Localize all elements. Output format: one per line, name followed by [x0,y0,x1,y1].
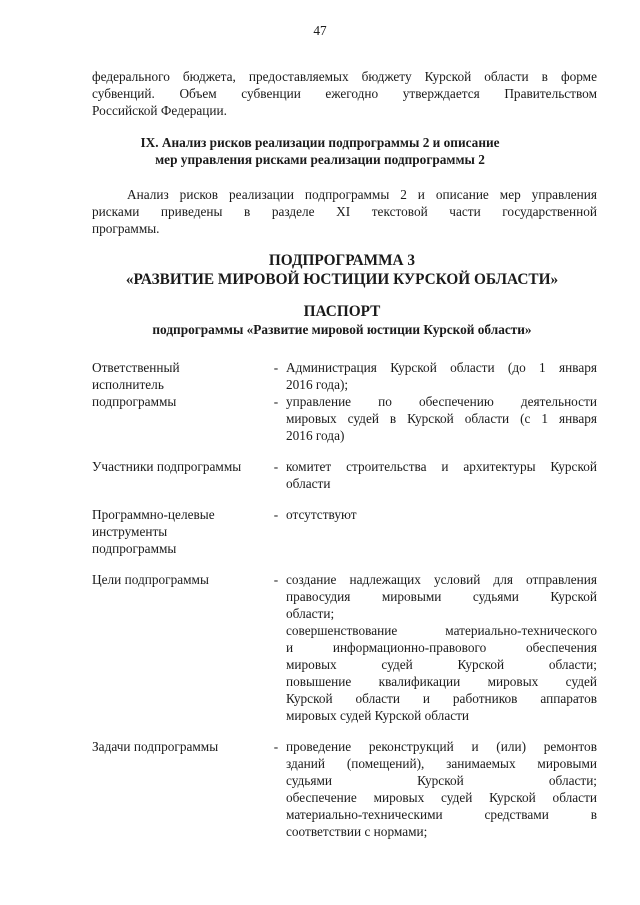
value-line: зданий (помещений), занимаемых мировыми [286,756,597,771]
intro-paragraph [92,68,597,119]
passport-table [92,359,597,854]
value-line: обеспечение мировых судей Курской области [286,790,597,805]
value-line: и информационно-правового обеспечения [286,640,597,655]
value-line: проведение реконструкций и (или) ремонтов [286,739,597,754]
paragraph-line: субвенций. Объем субвенции ежегодно утверждается Правительством [92,86,597,101]
dash-marker: - [273,572,279,587]
label-line: Задачи подпрограммы [92,739,219,754]
value-line: материально-техническими средствами в [286,807,597,822]
value-line: совершенствование материально-технического [286,623,597,638]
paragraph-line: программы. [92,221,160,236]
passport-row-value [273,506,597,557]
value-line: 2016 года) [286,428,345,443]
paragraph-line: Российской Федерации. [92,103,227,118]
value-entry [273,506,597,523]
value-line: правосудия мировыми судьями Курской [286,589,597,604]
passport-subtitle: подпрограммы «Развитие мировой юстиции Курской области» [152,322,532,337]
dash-marker: - [273,507,279,522]
value-line: Администрация Курской области (до 1 января [286,360,597,375]
page-number: 47 [313,23,327,38]
value-line: создание надлежащих условий для отправления [286,572,597,587]
section-heading-line: IX. Анализ рисков реализации подпрограммы 2 и описание [140,135,500,150]
passport-row [92,738,597,840]
paragraph-line: Анализ рисков реализации подпрограммы 2 и описание мер управления [127,187,597,202]
value-line: Курской области и работников аппаратов [286,691,597,706]
passport-header [92,302,592,338]
label-line: исполнитель [92,377,164,392]
dash-marker: - [273,394,279,409]
section-paragraph [92,186,597,237]
passport-row-label [92,738,266,840]
value-line: повышение квалификации мировых судей [286,674,597,689]
passport-title: ПАСПОРТ [303,303,381,320]
section-heading [92,134,548,168]
paragraph-line: рисками приведены в разделе XI текстовой части государственной [92,204,597,219]
value-entry [273,571,597,724]
dash-marker: - [273,459,279,474]
passport-row-label [92,458,266,492]
value-entry [273,393,597,444]
passport-row-label [92,571,266,724]
value-entry [273,359,597,393]
value-line: комитет строительства и архитектуры Курской [286,459,597,474]
passport-row [92,359,597,444]
value-line: мировых судей Курской области [286,708,470,723]
label-line: Программно-целевые [92,507,215,522]
passport-row-value [273,458,597,492]
label-line: Цели подпрограммы [92,572,209,587]
value-line: управление по обеспечению деятельности [286,394,597,409]
subprogram-title [92,251,592,289]
passport-row [92,506,597,557]
dash-marker: - [273,360,279,375]
label-line: подпрограммы [92,541,177,556]
passport-row-value [273,571,597,724]
passport-row-value [273,359,597,444]
value-line: мировых судей в Курской области (с 1 января [286,411,597,426]
label-line: Участники подпрограммы [92,459,242,474]
passport-row [92,571,597,724]
passport-row-label [92,359,266,444]
passport-row-label [92,506,266,557]
section-heading-line: мер управления рисками реализации подпрограммы 2 [155,152,485,167]
value-entry [273,738,597,840]
value-line: 2016 года); [286,377,349,392]
passport-row [92,458,597,492]
label-line: инструменты [92,524,168,539]
value-line: мировых судей Курской области; [286,657,597,672]
label-line: подпрограммы [92,394,177,409]
value-line: отсутствуют [286,507,357,522]
passport-row-value [273,738,597,840]
paragraph-line: федерального бюджета, предоставляемых бюджету Курской области в форме [92,69,597,84]
subprogram-name: «РАЗВИТИЕ МИРОВОЙ ЮСТИЦИИ КУРСКОЙ ОБЛАСТИ» [125,271,559,288]
value-line: области; [286,606,335,621]
label-line: Ответственный [92,360,180,375]
value-line: судьями Курской области; [286,773,597,788]
subprogram-number: ПОДПРОГРАММА 3 [268,252,416,269]
value-entry [273,458,597,492]
value-line: области [286,476,331,491]
dash-marker: - [273,739,279,754]
value-line: соответствии с нормами; [286,824,428,839]
